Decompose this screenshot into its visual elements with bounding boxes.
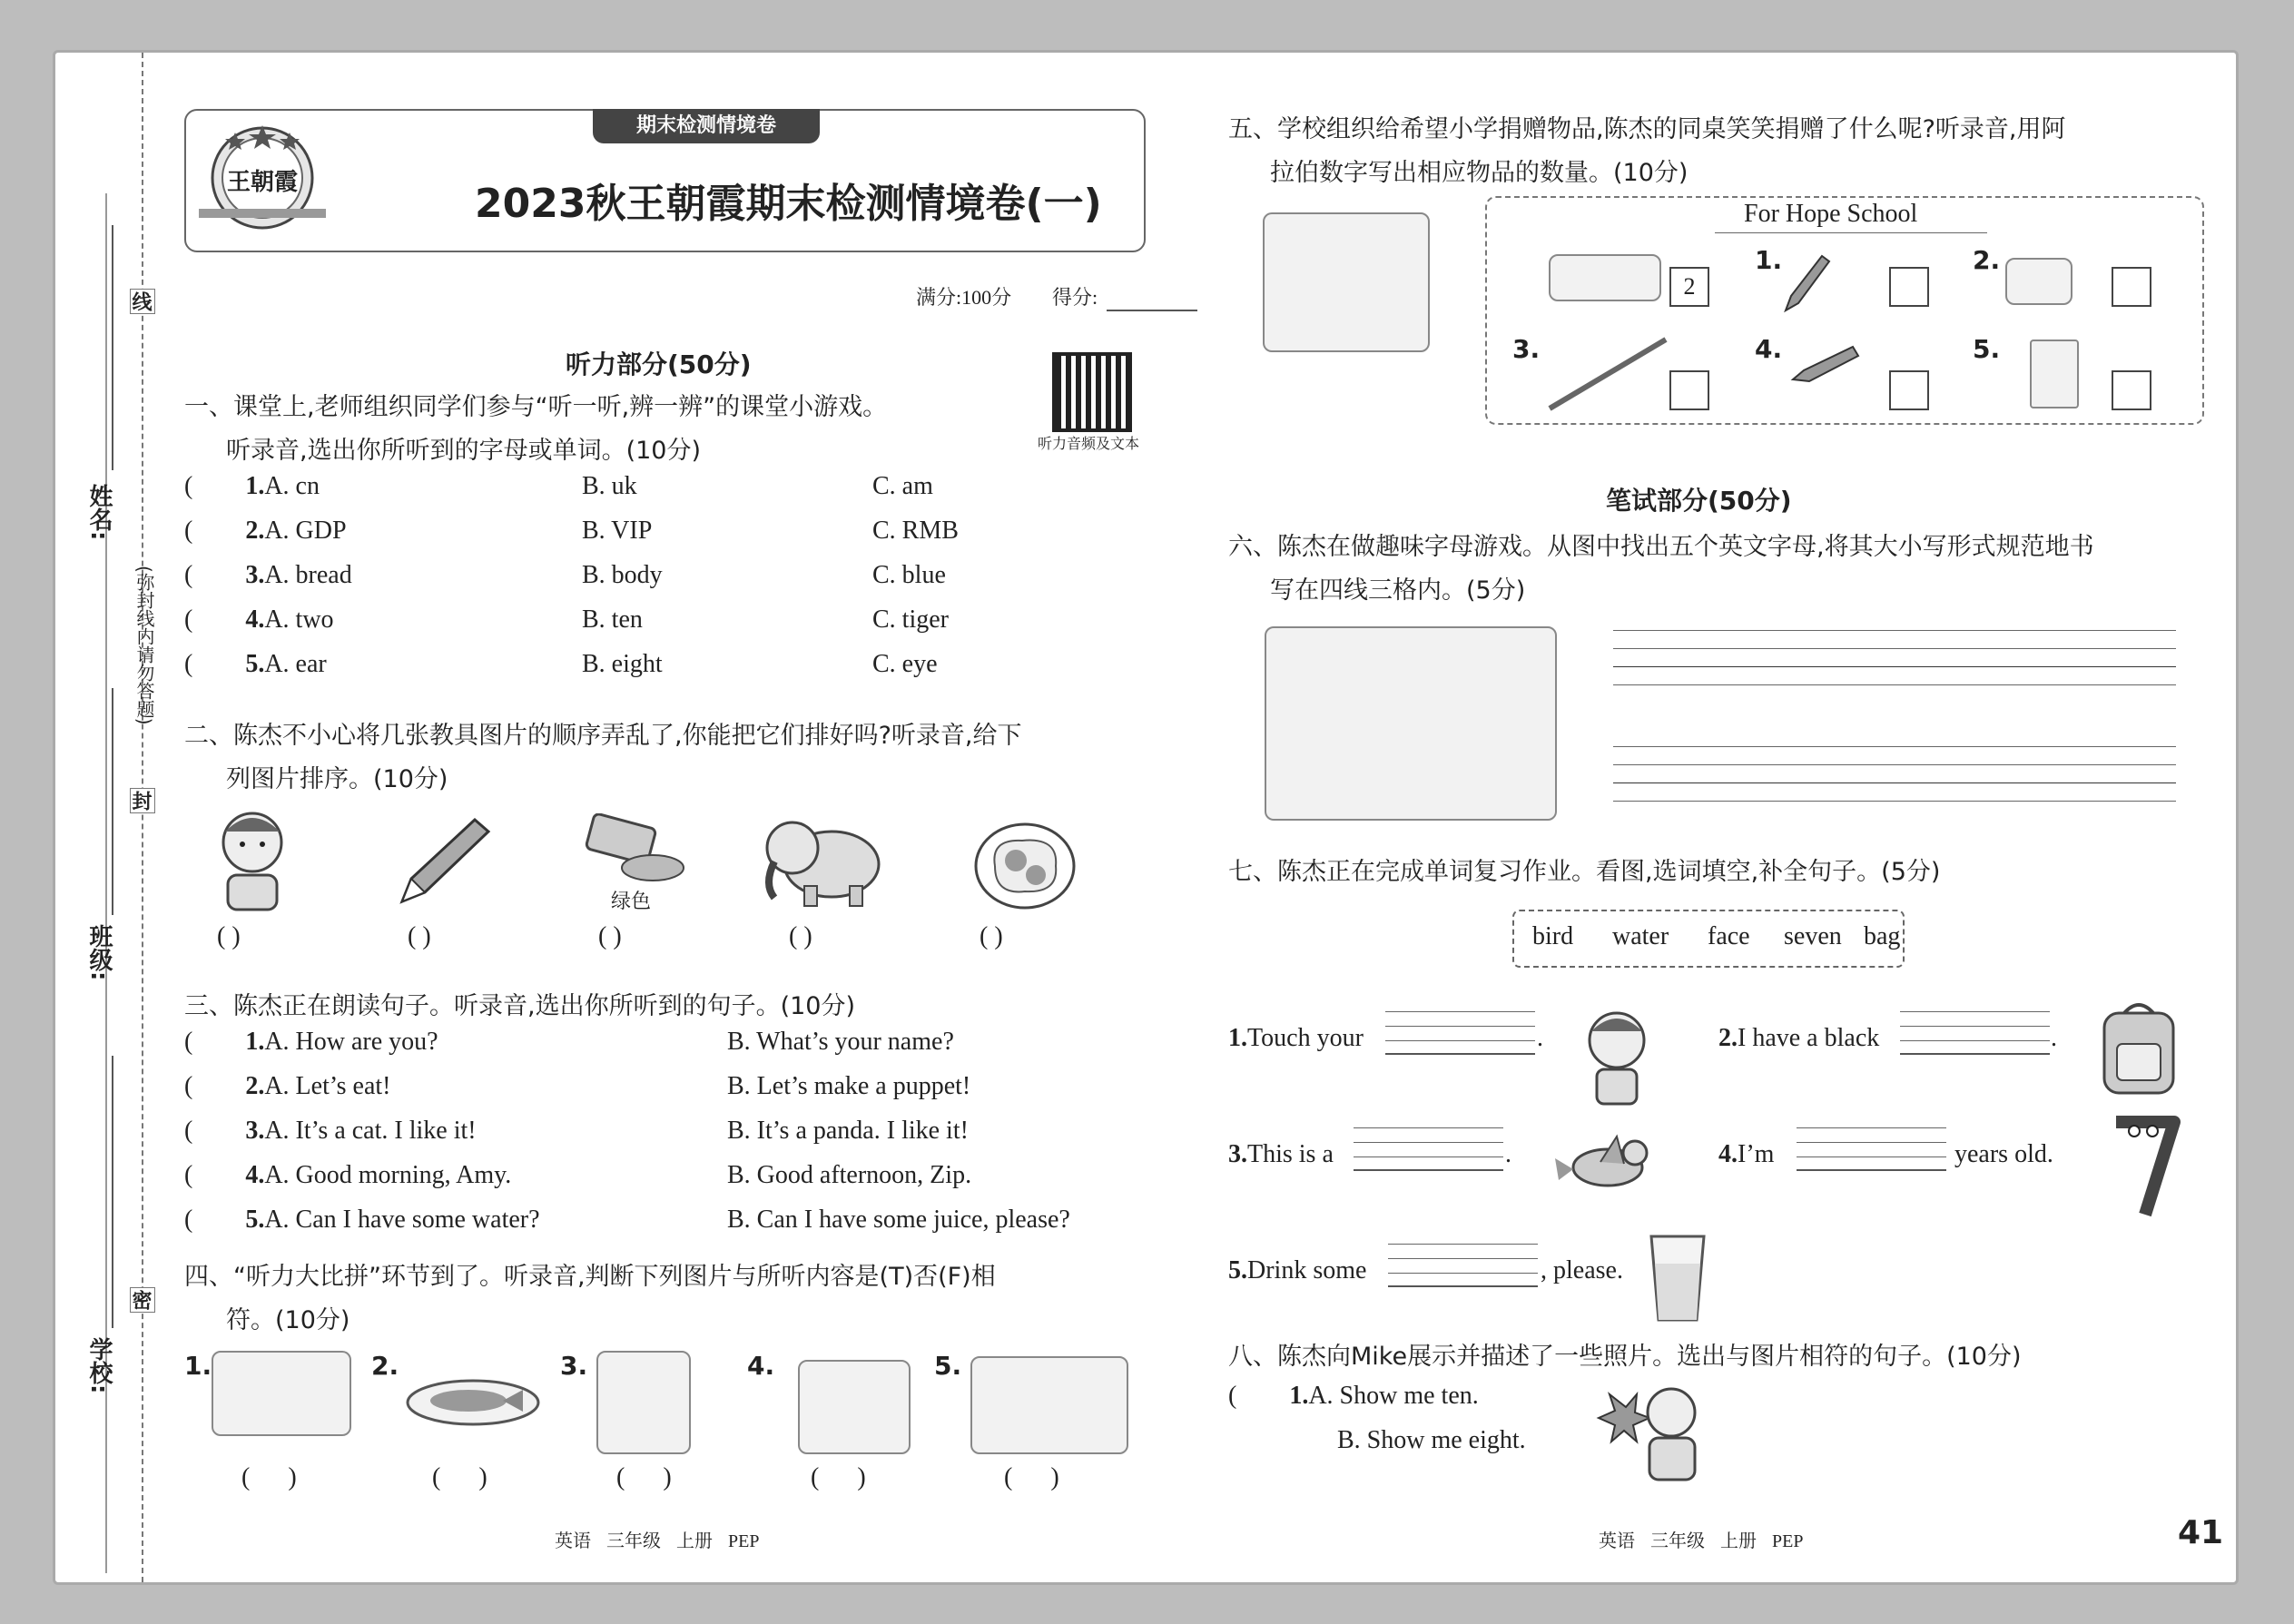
q7-sentence-4: 4.I’m bbox=[1718, 1140, 1775, 1168]
q1-row-3[interactable]: ( 3.A. bread B. body C. blue bbox=[184, 561, 946, 589]
q3-row-3[interactable]: ( 3.A. It’s a cat. I like it! B. It’s a panda. I like it! bbox=[184, 1117, 969, 1145]
q8-title: 八、陈杰向Mike展示并描述了一些照片。选出与图片相符的句子。(10分) bbox=[1228, 1343, 2022, 1371]
word-bank bbox=[1512, 910, 1905, 968]
q2-answer-2[interactable]: ( ) bbox=[408, 922, 431, 950]
q3-row-4[interactable]: ( 4.A. Good morning, Amy. B. Good afternoon, Zip. bbox=[184, 1161, 972, 1189]
fried-egg-icon bbox=[972, 821, 1078, 911]
book-icon bbox=[2030, 340, 2079, 408]
word-bank-bag: bag bbox=[1864, 922, 1901, 950]
q4-num-1: 1. bbox=[184, 1351, 212, 1381]
word-bank-face: face bbox=[1708, 922, 1750, 950]
q7-sentence-2: 2.I have a black bbox=[1718, 1024, 1880, 1052]
q7-blank-3[interactable] bbox=[1354, 1127, 1503, 1171]
boy-touching-face-icon bbox=[212, 804, 293, 911]
q1-row-2[interactable]: ( 2.A. GDP B. VIP C. RMB bbox=[184, 517, 959, 545]
q7-sentence-3: 3.This is a bbox=[1228, 1140, 1334, 1168]
q5-num-1: 1. bbox=[1755, 245, 1783, 275]
q2-answer-4[interactable]: ( ) bbox=[789, 922, 812, 950]
class-label: 班级: bbox=[85, 924, 113, 981]
q5-box-1[interactable] bbox=[1889, 267, 1929, 307]
q1-title-line2: 听录音,选出你所听到的字母或单词。(10分) bbox=[226, 437, 702, 465]
score-field[interactable] bbox=[1107, 310, 1197, 311]
q3-row-1[interactable]: ( 1.A. How are you? B. What’s your name? bbox=[184, 1028, 954, 1056]
q7-sentence-2-end: . bbox=[2051, 1024, 2057, 1052]
q5-num-2: 2. bbox=[1973, 245, 2001, 275]
q5-num-4: 4. bbox=[1755, 334, 1783, 364]
word-bank-water: water bbox=[1612, 922, 1669, 950]
water-glass-icon bbox=[1646, 1233, 1709, 1324]
q6-letter-picture bbox=[1265, 626, 1557, 821]
q5-num-5: 5. bbox=[1973, 334, 2001, 364]
page-number: 41 bbox=[2178, 1514, 2224, 1551]
q1-row-5[interactable]: ( 5.A. ear B. eight C. eye bbox=[184, 650, 938, 678]
q7-sentence-5: 5.Drink some bbox=[1228, 1256, 1367, 1284]
q7-sentence-3-end: . bbox=[1505, 1140, 1511, 1168]
q4-answer-3[interactable]: ( ) bbox=[616, 1463, 672, 1491]
logo-text: 王朝霞 bbox=[226, 169, 298, 195]
footer-left: 英语 三年级 上册 PEP bbox=[555, 1531, 760, 1551]
q5-box-4[interactable] bbox=[1889, 370, 1929, 410]
q2-title-line2: 列图片排序。(10分) bbox=[226, 765, 448, 793]
full-score: 满分:100分 bbox=[916, 286, 1012, 309]
q6-title: 六、陈杰在做趣味字母游戏。从图中找出五个英文字母,将其大小写形式规范地书 bbox=[1228, 533, 2094, 561]
logo-icon bbox=[199, 122, 326, 234]
q8-boy-pointing-icon bbox=[1590, 1382, 1708, 1483]
donation-panel-title: For Hope School bbox=[1744, 200, 1918, 228]
pen-icon bbox=[1778, 251, 1833, 314]
q1-title: 一、课堂上,老师组织同学们参与“听一听,辨一辨”的课堂小游戏。 bbox=[184, 393, 888, 421]
listening-section-title: 听力部分(50分) bbox=[566, 349, 752, 379]
ruler-icon bbox=[1544, 332, 1671, 414]
q4-answer-1[interactable]: ( ) bbox=[241, 1463, 297, 1491]
q6-title-line2: 写在四线三格内。(5分) bbox=[1270, 576, 1526, 605]
crayon-icon bbox=[1789, 341, 1862, 387]
q4-pic-two-boys bbox=[596, 1351, 691, 1454]
name-field[interactable] bbox=[112, 225, 113, 470]
q7-title: 七、陈杰正在完成单词复习作业。看图,选词填空,补全句子。(5分) bbox=[1228, 858, 1941, 886]
seal-mark-feng: 封 bbox=[130, 788, 155, 813]
q1-row-4[interactable]: ( 4.A. two B. ten C. tiger bbox=[184, 605, 949, 634]
q5-num-3: 3. bbox=[1512, 334, 1541, 364]
q4-pic-park-gate bbox=[798, 1360, 911, 1454]
exam-sheet bbox=[53, 50, 2239, 1585]
q3-row-2[interactable]: ( 2.A. Let’s eat! B. Let’s make a puppet! bbox=[184, 1072, 971, 1100]
q7-sentence-1: 1.Touch your bbox=[1228, 1024, 1364, 1052]
school-label: 学校: bbox=[85, 1337, 113, 1394]
backpack-icon bbox=[2093, 997, 2184, 1097]
exam-title: 2023秋王朝霞期末检测情境卷(一) bbox=[475, 181, 1102, 227]
writing-section-title: 笔试部分(50分) bbox=[1606, 486, 1792, 516]
panel-title-underline bbox=[1715, 232, 1987, 233]
q4-title-line2: 符。(10分) bbox=[226, 1306, 350, 1334]
q2-answer-1[interactable]: ( ) bbox=[217, 922, 241, 950]
word-bank-bird: bird bbox=[1532, 922, 1574, 950]
q5-box-5[interactable] bbox=[2112, 370, 2151, 410]
q7-sentence-1-end: . bbox=[1537, 1024, 1543, 1052]
seal-notice: (弥封线内请勿答题) bbox=[133, 566, 155, 725]
q4-num-2: 2. bbox=[371, 1351, 399, 1381]
q4-num-5: 5. bbox=[934, 1351, 962, 1381]
example-count-box: 2 bbox=[1669, 267, 1709, 307]
q8-row-1[interactable]: ( 1.A. Show me ten. bbox=[1228, 1382, 1479, 1410]
q5-title-line2: 拉伯数字写出相应物品的数量。(10分) bbox=[1270, 159, 1689, 187]
q4-pic-fish-icon bbox=[405, 1373, 541, 1428]
name-label: 姓名: bbox=[85, 484, 113, 541]
four-line-grid-2[interactable] bbox=[1613, 746, 2176, 804]
q4-answer-5[interactable]: ( ) bbox=[1004, 1463, 1059, 1491]
qr-code-icon bbox=[1052, 352, 1132, 432]
green-label: 绿色 bbox=[611, 891, 652, 913]
q8-option-b[interactable]: B. Show me eight. bbox=[1337, 1426, 1526, 1454]
word-bank-seven: seven bbox=[1784, 922, 1842, 950]
q7-blank-1[interactable] bbox=[1385, 1011, 1535, 1055]
pencil-case-icon bbox=[1549, 254, 1661, 301]
q3-title: 三、陈杰正在朗读句子。听录音,选出你所听到的句子。(10分) bbox=[184, 992, 856, 1020]
q2-answer-5[interactable]: ( ) bbox=[980, 922, 1003, 950]
pencil-icon bbox=[393, 815, 493, 906]
q2-title: 二、陈杰不小心将几张教具图片的顺序弄乱了,你能把它们排好吗?听录音,给下 bbox=[184, 722, 1022, 750]
bird-icon bbox=[1553, 1124, 1658, 1206]
q1-row-1[interactable]: ( 1.A. cn B. uk C. am bbox=[184, 472, 933, 500]
q3-row-5[interactable]: ( 5.A. Can I have some water? B. Can I have some juice, please? bbox=[184, 1206, 1070, 1234]
q7-sentence-5-end: , please. bbox=[1541, 1256, 1623, 1284]
q4-num-4: 4. bbox=[747, 1351, 775, 1381]
score-label: 得分: bbox=[1052, 286, 1098, 309]
banner-badge: 期末检测情境卷 bbox=[593, 109, 820, 143]
q5-title: 五、学校组织给希望小学捐赠物品,陈杰的同桌笑笑捐赠了什么呢?听录音,用阿 bbox=[1228, 115, 2066, 143]
seal-mark-xian: 线 bbox=[130, 289, 155, 314]
q4-answer-4[interactable]: ( ) bbox=[811, 1463, 866, 1491]
q4-answer-2[interactable]: ( ) bbox=[432, 1463, 487, 1491]
q4-pic-classroom bbox=[212, 1351, 351, 1436]
number-seven-icon bbox=[2109, 1113, 2181, 1222]
footer-right: 英语 三年级 上册 PEP bbox=[1599, 1531, 1804, 1551]
q4-num-3: 3. bbox=[560, 1351, 588, 1381]
school-field[interactable] bbox=[112, 1056, 113, 1328]
seal-mark-mi: 密 bbox=[130, 1287, 155, 1313]
q7-blank-4[interactable] bbox=[1797, 1127, 1946, 1171]
four-line-grid-1[interactable] bbox=[1613, 630, 2176, 688]
q4-title: 四、“听力大比拼”环节到了。听录音,判断下列图片与所听内容是(T)否(F)相 bbox=[184, 1263, 996, 1291]
qr-caption: 听力音频及文本 bbox=[1038, 435, 1140, 452]
q7-sentence-4-end: years old. bbox=[1954, 1140, 2053, 1168]
green-paint-icon bbox=[580, 813, 689, 886]
q2-answer-3[interactable]: ( ) bbox=[598, 922, 622, 950]
elephant-icon bbox=[754, 812, 891, 910]
q7-blank-5[interactable] bbox=[1388, 1244, 1538, 1287]
q4-pic-birthday-party bbox=[970, 1356, 1128, 1454]
q5-box-3[interactable] bbox=[1669, 370, 1709, 410]
q5-box-2[interactable] bbox=[2112, 267, 2151, 307]
q5-pic-children-donating bbox=[1263, 212, 1430, 352]
boy-face-icon bbox=[1580, 1006, 1653, 1106]
q7-blank-2[interactable] bbox=[1900, 1011, 2050, 1055]
class-field[interactable] bbox=[112, 688, 113, 915]
seal-line bbox=[142, 53, 143, 1582]
eraser-icon bbox=[2005, 258, 2072, 305]
